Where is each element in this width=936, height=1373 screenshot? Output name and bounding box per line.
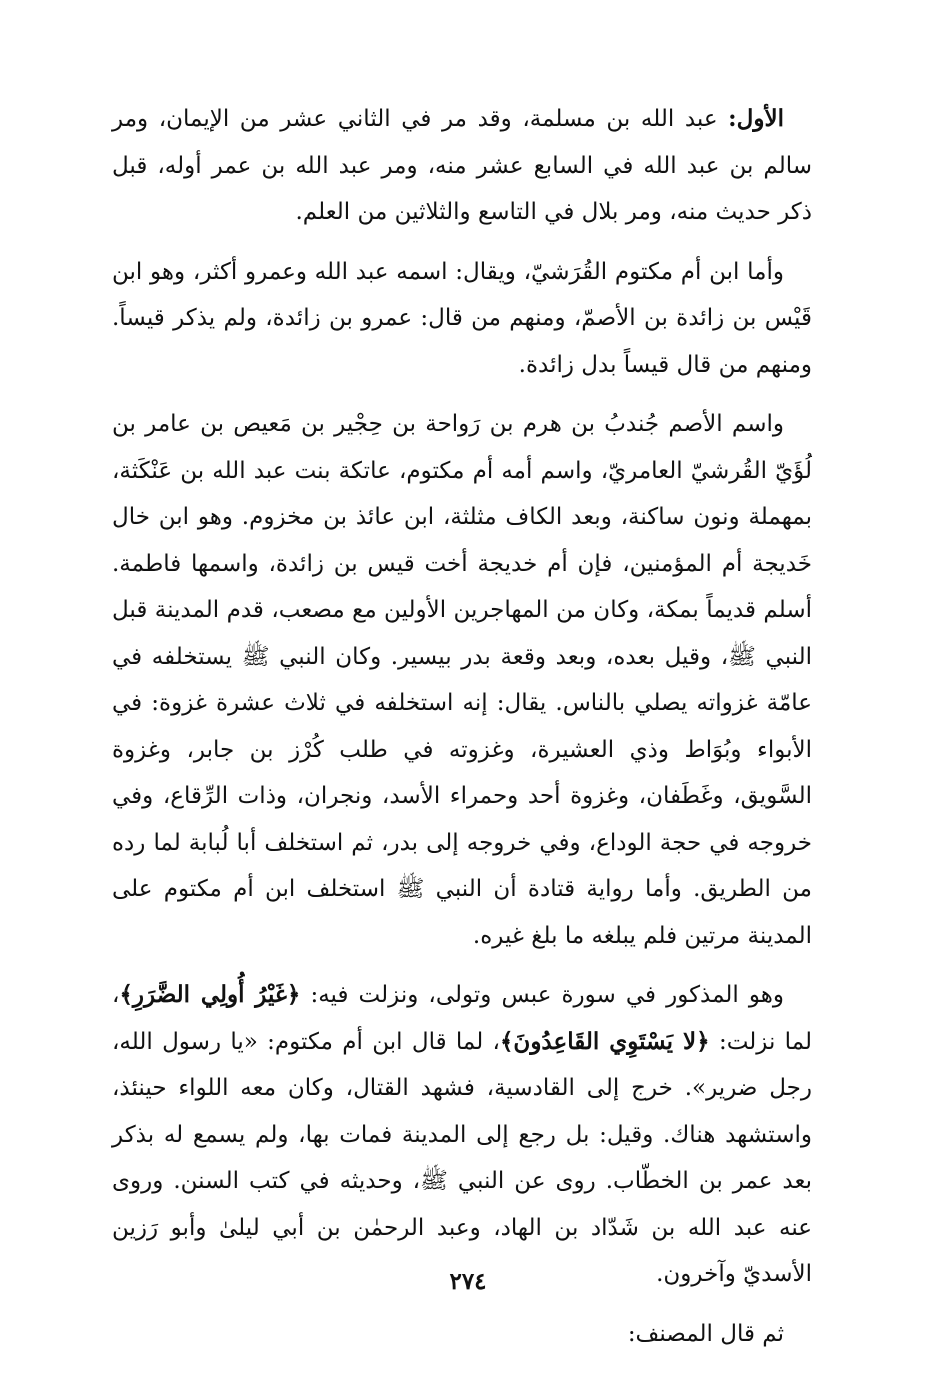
paragraph-intro-text: عبد الله بن مسلمة، وقد مر في الثاني عشر من الإيمان، ومر سالم بن عبد الله في السابع عشر منه، ومر عبد الله بن عمر أوله، قبل ذكر حديث منه، ومر بلال في التاسع والثلاثين من العلم. — [112, 106, 812, 225]
lead-word: الأول: — [728, 105, 784, 132]
text-before-quran-1: وهو المذكور في سورة عبس وتولى، ونزلت فيه: — [300, 982, 784, 1008]
paragraph-author-said: ثم قال المصنف: — [627, 1320, 784, 1347]
paragraph-surah-abasa — [112, 972, 812, 1298]
paragraph-ibn-umm-maktum: وأما ابن أم مكتوم القُرَشيّ، ويقال: اسمه عبد الله وعمرو أكثر، وهو ابن قَيْس بن زائدة بن الأصمّ، ومنهم من قال: عمرو بن زائدة، ولم يذكر قيساً. ومنهم من قال قيساً بدل زائدة. — [112, 258, 812, 378]
quran-verse-1: ﴿غَيْرُ أُولِي الضَّرَرِ﴾ — [119, 981, 301, 1008]
paragraph-intro — [112, 96, 812, 236]
text-between-verses: ، لما نزلت: — [112, 982, 812, 1055]
main-text — [112, 96, 812, 1357]
page-number: ٢٧٤ — [449, 1268, 487, 1295]
paragraph-lineage: واسم الأصم جُندبُ بن هرم بن رَواحة بن حِجْير بن مَعيص بن عامر بن لُؤَيّ القُرشيّ العامريّ، واسم أمه أم مكتوم، عاتكة بنت عبد الله بن عَنْكَثة، بمهملة ونون ساكنة، وبعد الكاف مثلثة، ابن عائذ بن مخزوم. وهو ابن خال خَديجة أم المؤمنين، فإن أم خديجة أخت قيس بن زائدة، واسمها فاطمة. أسلم قديماً بمكة، وكان من المهاجرين الأولين مع مصعب، قدم المدينة قبل النبي ﷺ، وقيل بعده، وبعد وقعة بدر بيسير. وكان النبي ﷺ يستخلفه في عامّة غزواته يصلي بالناس. يقال: إنه استخلفه في ثلاث عشرة غزوة: في الأبواء وبُوَاط وذي العشيرة، وغزوته في طلب كُرْز بن جابر، وغزوة السَّويق، وغَطَفان، وغزوة أحد وحمراء الأسد، ونجران، وذات الرِّقاع، وفي خروجه في حجة الوداع، وفي خروجه إلى بدر، ثم استخلف أبا لُبابة لما رده من الطريق. وأما رواية قتادة أن النبي ﷺ استخلف ابن أم مكتوم على المدينة مرتين فلم يبلغه ما بلغ غيره. — [112, 411, 813, 949]
text-after-quran-2: ، لما قال ابن أم مكتوم: «يا رسول الله، رجل ضرير». خرج إلى القادسية، فشهد القتال، وكان معه اللواء حينئذ، واستشهد هناك. وقيل: بل رجع إلى المدينة فمات بها، ولم يسمع له بذكر بعد عمر بن الخطّاب. روى عن النبي ﷺ، وحديثه في كتب السنن. وروى عنه عبد الله بن شَدّاد بن الهاد، وعبد الرحمٰن بن أبي ليلىٰ وأبو رَزين الأسديّ وآخرون. — [112, 1028, 812, 1287]
quran-verse-2: ﴿لا يَسْتَوِي القَاعِدُونَ﴾ — [499, 1027, 710, 1055]
